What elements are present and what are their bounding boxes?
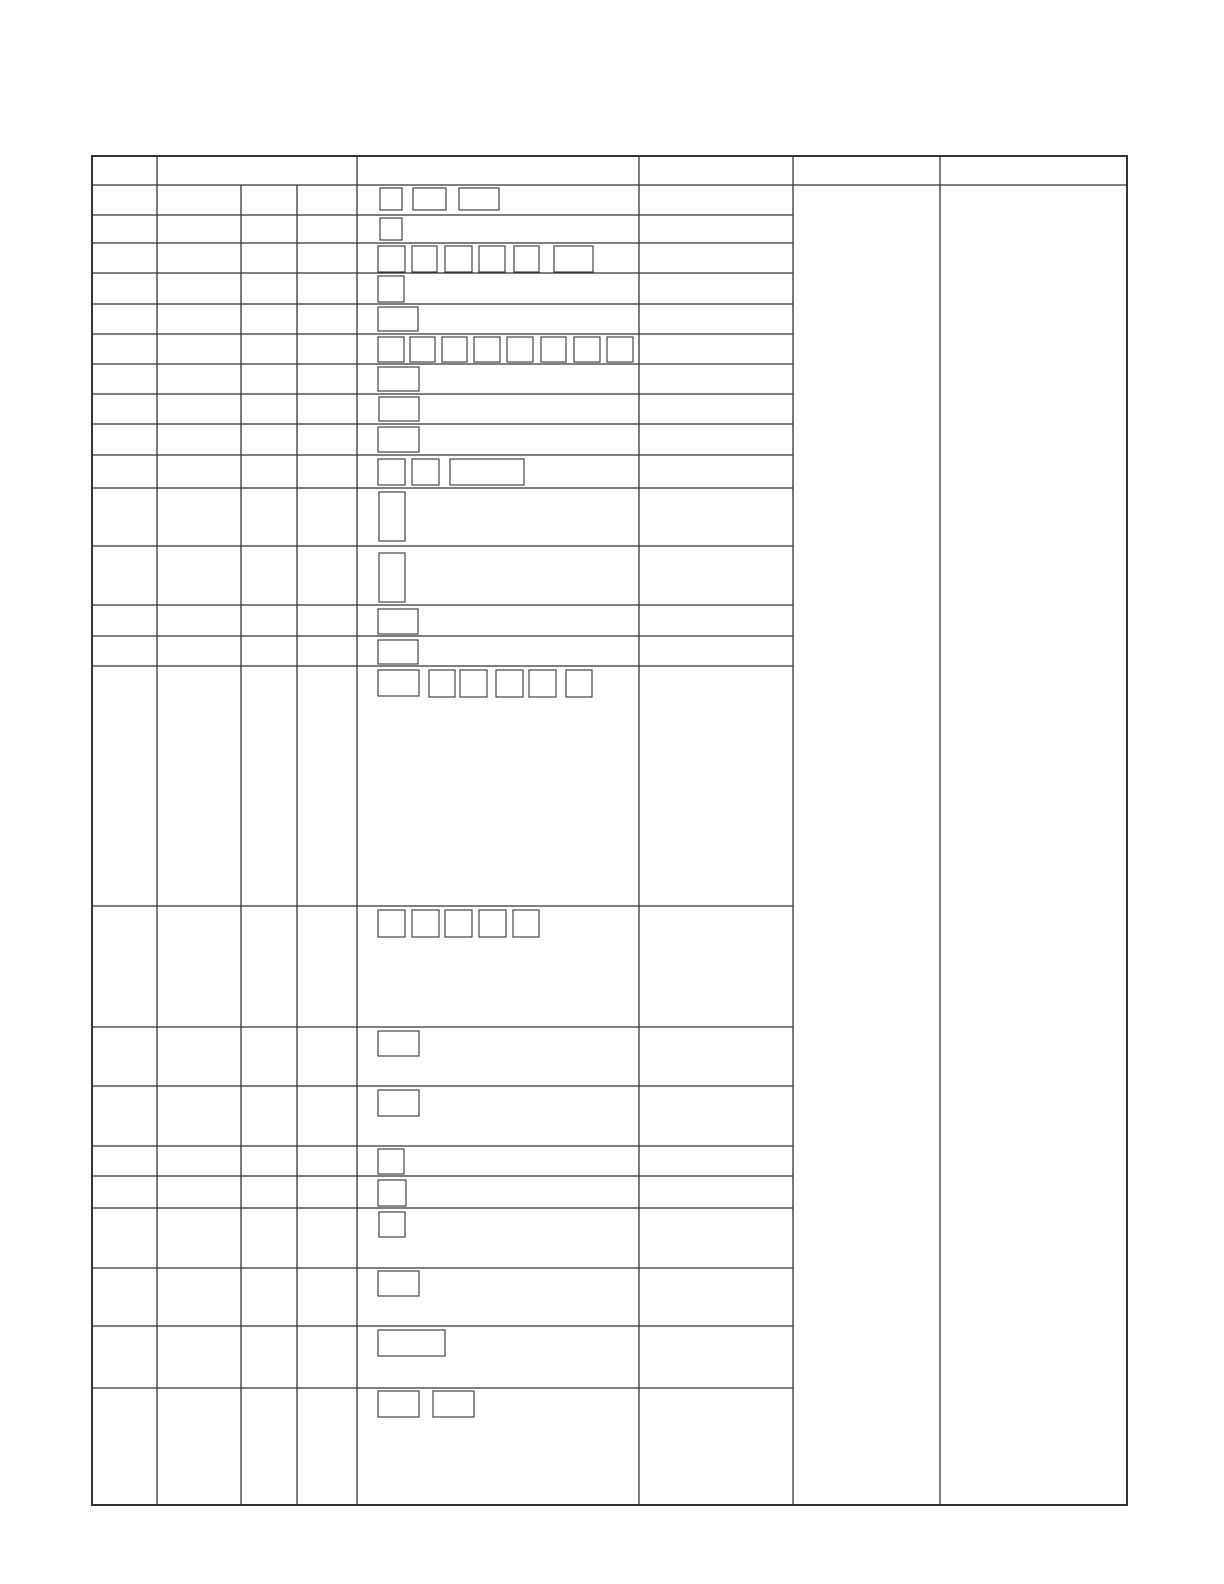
box [410, 337, 435, 362]
box [378, 459, 405, 485]
box [378, 1330, 445, 1356]
box [378, 910, 405, 937]
box [378, 337, 404, 362]
box [442, 337, 467, 362]
box [378, 246, 405, 272]
box [378, 427, 419, 452]
box [378, 1149, 404, 1174]
box [380, 218, 402, 240]
box [445, 246, 472, 272]
box [380, 188, 402, 210]
table-border [92, 156, 1127, 1505]
box [378, 276, 404, 302]
box [378, 1391, 419, 1417]
box [541, 337, 566, 362]
box [433, 1391, 474, 1417]
box [378, 1180, 406, 1206]
box [507, 337, 533, 362]
box [379, 553, 405, 602]
box [479, 910, 506, 937]
box [554, 246, 593, 272]
box [574, 337, 600, 362]
box [479, 246, 505, 272]
box [412, 459, 439, 485]
box [378, 1031, 419, 1056]
table-grid [92, 156, 1127, 1505]
box [378, 609, 418, 634]
box [378, 1271, 419, 1296]
box [378, 670, 419, 696]
box [378, 367, 419, 391]
box [379, 397, 419, 421]
box [413, 188, 446, 210]
box [513, 910, 539, 937]
box [496, 670, 523, 697]
box [607, 337, 633, 362]
box [412, 246, 437, 272]
box [379, 492, 405, 541]
box [514, 246, 539, 272]
box [460, 670, 487, 697]
box [379, 1212, 405, 1237]
box [450, 459, 524, 485]
box [445, 910, 472, 937]
box [412, 910, 439, 937]
box [378, 640, 418, 664]
box [529, 670, 556, 697]
box [459, 188, 499, 210]
cell-boxes [378, 188, 633, 1417]
row-lines [92, 215, 793, 1388]
box [429, 670, 455, 697]
box [378, 307, 418, 331]
box [474, 337, 500, 362]
box [566, 670, 592, 697]
box [378, 1090, 419, 1116]
